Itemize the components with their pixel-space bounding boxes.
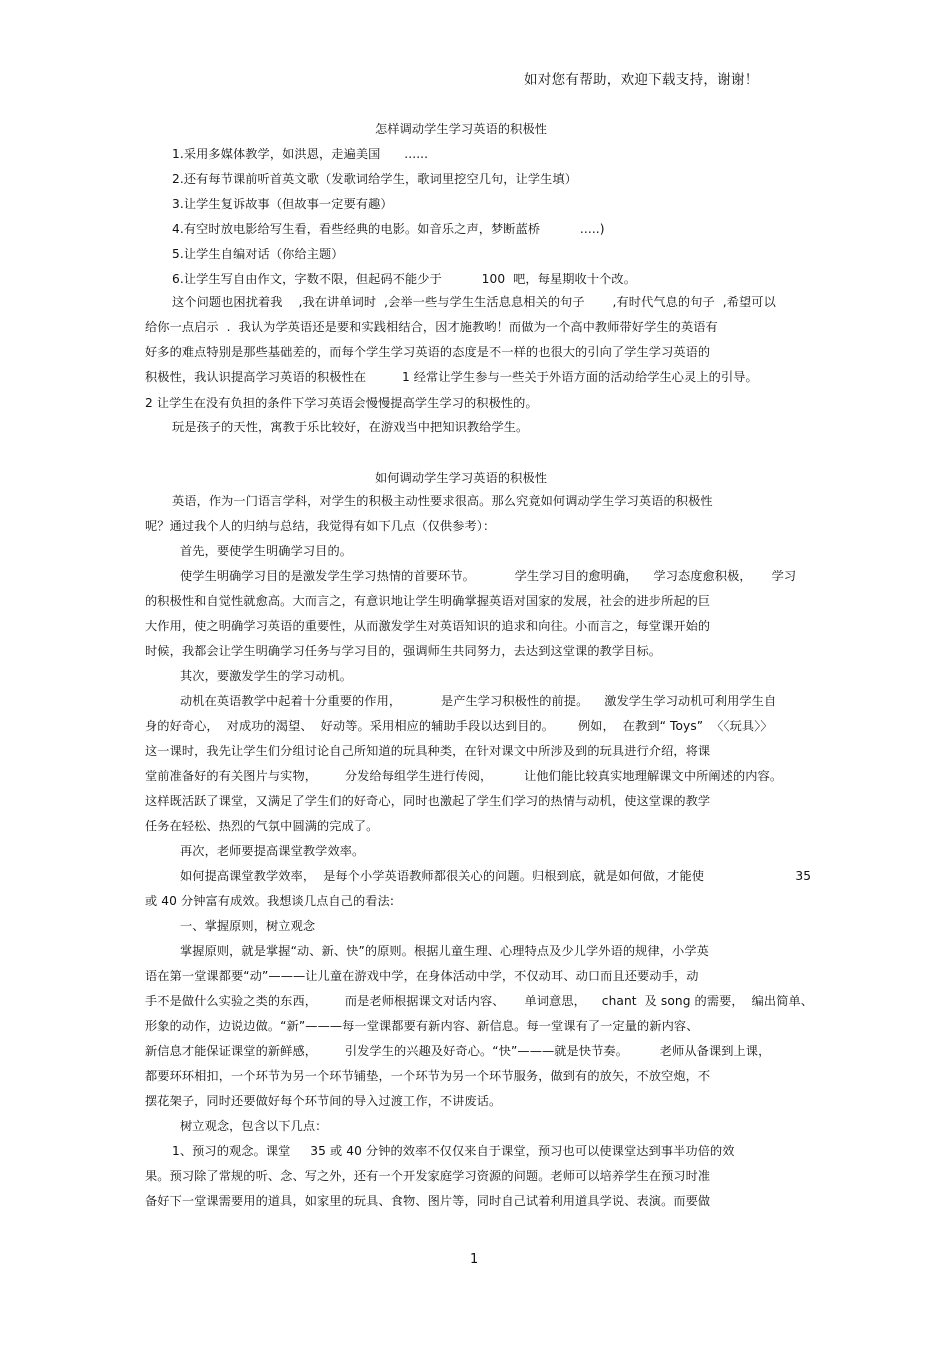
paragraph-line: 堂前准备好的有关图片与实物， 分发给每组学生进行传阅， 让他们能比较真实地理解课文中所阐述的内容。 — [145, 769, 783, 783]
paragraph-line: 积极性，我认识提高学习英语的积极性在 1 经常让学生参与一些关于外语方面的活动给学生心灵上的引导。 — [145, 370, 758, 384]
list-item: 5.让学生自编对话（你给主题） — [172, 247, 344, 261]
paragraph-line: 身的好奇心， 对成功的渴望、 好动等。采用相应的辅助手段以达到目的。 例如， 在教到“ Toys” 〈〈玩具〉〉 — [145, 719, 773, 733]
paragraph-line: 玩是孩子的天性，寓教于乐比较好，在游戏当中把知识教给学生。 — [172, 420, 529, 434]
paragraph-line: 如何提高课堂教学效率， 是每个小学英语教师都很关心的问题。归根到底，就是如何做，才能使 35 — [180, 869, 812, 883]
list-item: 1.采用多媒体教学，如洪恩，走遍美国 ...... — [172, 147, 429, 161]
paragraph-line: 都要环环相扣，一个环节为另一个环节铺垫，一个环节为另一个环节服务，做到有的放矢，不放空炮，不 — [145, 1069, 711, 1083]
paragraph-line: 任务在轻松、热烈的气氛中圆满的完成了。 — [145, 819, 379, 833]
paragraph-line: 2 让学生在没有负担的条件下学习英语会慢慢提高学生学习的积极性的。 — [145, 396, 538, 410]
paragraph-line: 新信息才能保证课堂的新鲜感， 引发学生的兴趣及好奇心。“快”———就是快节奏。 老师从备课到上课， — [145, 1044, 771, 1058]
subheading: 一、掌握原则，树立观念 — [180, 919, 316, 933]
paragraph-line: 给你一点启示 . 我认为学英语还是要和实践相结合，因才施教哟！而做为一个高中教师带好学生的英语有 — [145, 320, 718, 334]
subheading: 树立观念，包含以下几点： — [180, 1119, 328, 1133]
paragraph-line: 形象的动作，边说边做。“新”———每一堂课都要有新内容、新信息。每一堂课有了一定量的新内容、 — [145, 1019, 699, 1033]
subheading: 首先，要使学生明确学习目的。 — [180, 544, 353, 558]
paragraph-line: 备好下一堂课需要用的道具，如家里的玩具、食物、图片等，同时自己试着利用道具学说、表演。而要做 — [145, 1194, 711, 1208]
paragraph-line: 手不是做什么实验之类的东西， 而是老师根据课文对话内容、 单词意思， chant 及 song 的需要， 编出简单、 — [145, 994, 814, 1008]
paragraph-line: 果。预习除了常规的听、念、写之外，还有一个开发家庭学习资源的问题。老师可以培养学生在预习时准 — [145, 1169, 711, 1183]
download-support-header: 如对您有帮助，欢迎下载支持，谢谢！ — [524, 72, 759, 88]
list-item: 2.还有每节课前听首英文歌（发歌词给学生，歌词里挖空几句，让学生填） — [172, 172, 578, 186]
paragraph-line: 大作用，使之明确学习英语的重要性，从而激发学生对英语知识的追求和向往。小而言之，每堂课开始的 — [145, 619, 711, 633]
paragraph-line: 这样既活跃了课堂，又满足了学生们的好奇心，同时也激起了学生们学习的热情与动机，使这堂课的教学 — [145, 794, 711, 808]
paragraph-line: 语在第一堂课都要“动”———让儿童在游戏中学，在身体活动中学，不仅动耳、动口而且还要动手，动 — [145, 969, 699, 983]
list-item: 6.让学生写自由作文，字数不限，但起码不能少于 100 吧，每星期收十个改。 — [172, 272, 636, 286]
list-item: 3.让学生复诉故事（但故事一定要有趣） — [172, 197, 393, 211]
paragraph-line: 时候，我都会让学生明确学习任务与学习目的，强调师生共同努力，去达到这堂课的教学目标。 — [145, 644, 662, 658]
paragraph-line: 动机在英语教学中起着十分重要的作用， 是产生学习积极性的前提。 激发学生学习动机可利用学生自 — [180, 694, 777, 708]
paragraph-line: 的积极性和自觉性就愈高。大而言之，有意识地让学生明确掌握英语对国家的发展，社会的进步所起的巨 — [145, 594, 711, 608]
paragraph-line: 或 40 分钟富有成效。我想谈几点自己的看法: — [145, 894, 395, 908]
paragraph-line: 掌握原则，就是掌握“动、新、快”的原则。根据儿童生理、心理特点及少儿学外语的规律，小学英 — [180, 944, 709, 958]
paragraph-line: 这一课时，我先让学生们分组讨论自己所知道的玩具种类，在针对课文中所涉及到的玩具进行介绍，将课 — [145, 744, 711, 758]
paragraph-line: 这个问题也困扰着我 ,我在讲单词时 ,会举一些与学生生活息息相关的句子 ,有时代气息的句子 ,希望可以 — [172, 295, 776, 309]
section1-title: 怎样调动学生学习英语的积极性 — [375, 122, 548, 136]
paragraph-line: 呢？通过我个人的归纳与总结，我觉得有如下几点（仅供参考）： — [145, 519, 496, 533]
paragraph-line: 好多的难点特别是那些基础差的，而每个学生学习英语的态度是不一样的也很大的引向了学生学习英语的 — [145, 345, 711, 359]
paragraph-line: 摆花架子，同时还要做好每个环节间的导入过渡工作，不讲废话。 — [145, 1094, 502, 1108]
subheading: 其次，要激发学生的学习动机。 — [180, 669, 353, 683]
paragraph-line: 使学生明确学习目的是激发学生学习热情的首要环节。 学生学习目的愈明确， 学习态度愈积极， 学习 — [180, 569, 797, 583]
section2-title: 如何调动学生学习英语的积极性 — [375, 471, 548, 485]
paragraph-line: 1、预习的观念。课堂 35 或 40 分钟的效率不仅仅来自于课堂，预习也可以使课堂达到事半功倍的效 — [172, 1144, 735, 1158]
paragraph-line: 英语，作为一门语言学科，对学生的积极主动性要求很高。那么究竟如何调动学生学习英语的积极性 — [172, 494, 713, 508]
subheading: 再次，老师要提高课堂教学效率。 — [180, 844, 365, 858]
page-number: 1 — [470, 1252, 479, 1267]
list-item: 4.有空时放电影给写生看，看些经典的电影。如音乐之声，梦断蓝桥 .....) — [172, 222, 605, 236]
